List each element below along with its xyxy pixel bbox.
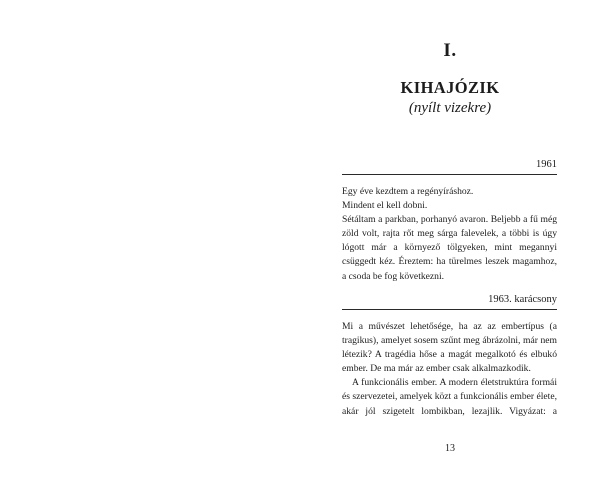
diary-entry-1961 bbox=[342, 185, 557, 284]
entry-divider-rule bbox=[342, 174, 557, 175]
page-number: 13 bbox=[445, 443, 455, 454]
right-page bbox=[300, 0, 600, 485]
entry-date-1963-christmas: 1963. karácsony bbox=[488, 294, 557, 305]
entry-date-1961: 1961 bbox=[536, 159, 557, 170]
chapter-title: KIHAJÓZIK bbox=[400, 78, 500, 97]
entry-paragraph: Mi a művészet lehetősége, ha az az embertípus (a tragikus), amelyet sosem szűnt meg ábrázolni, már nem létezik? A tragédia hőse a magát megalkotó és elbukó ember. De ma már az ember csak alkalmazkodik. bbox=[342, 321, 557, 375]
entry-paragraph: Egy éve kezdtem a regényíráshoz. bbox=[342, 186, 474, 197]
diary-entry-1963 bbox=[342, 320, 557, 419]
chapter-subtitle: (nyílt vizekre) bbox=[408, 100, 492, 116]
entry-paragraph: A funkcionális ember. A modern életstruktúra formái és szervezetei, amelyek közt a funkcionális ember élete, akár jól szigetelt lombikban, lezajlik. Vigyázat: a bbox=[342, 377, 557, 417]
entry-paragraph: Sétáltam a parkban, porhanyó avaron. Beljebb a fű még zöld volt, rajta rőt meg sárga falevelek, a többi is úgy lógott már a környező tölgyeken, mint megannyi csüggedt kéz. Éreztem: ha türelmes leszek magamhoz, a csoda be fog következni. bbox=[342, 214, 557, 282]
entry-paragraph: Mindent el kell dobni. bbox=[342, 200, 428, 212]
part-number: I. bbox=[443, 40, 457, 61]
entry-divider-rule bbox=[342, 309, 557, 310]
